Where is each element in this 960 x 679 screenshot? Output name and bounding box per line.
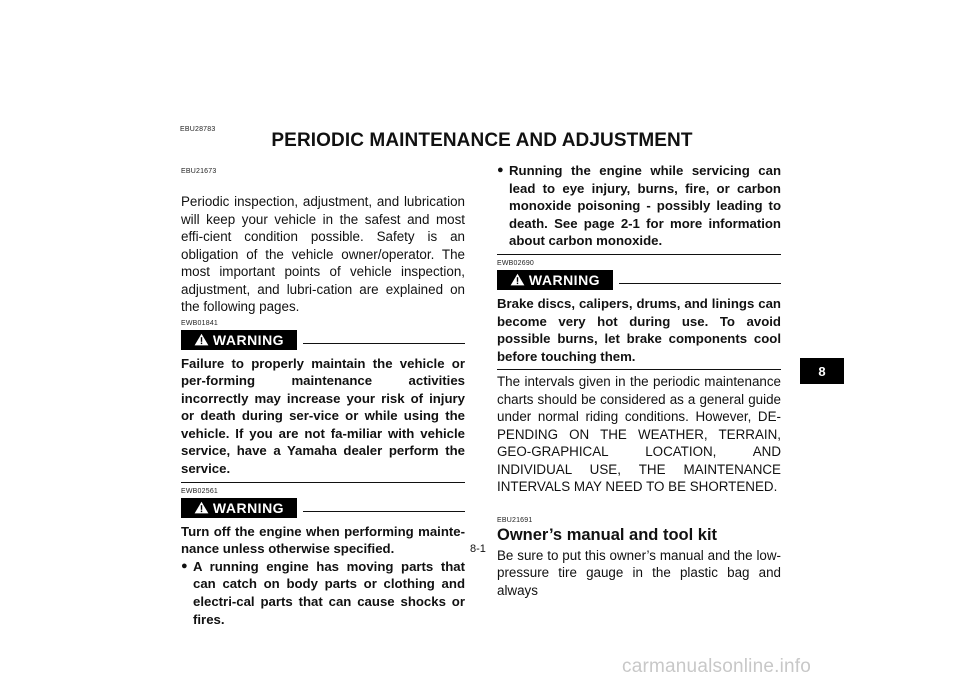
owner-manual-heading: Owner’s manual and tool kit xyxy=(497,525,718,544)
warning-badge xyxy=(497,270,613,290)
warning-badge xyxy=(181,498,297,518)
intro-code: EBU21673 xyxy=(181,168,217,175)
warning-triangle-icon xyxy=(510,273,525,286)
warning-label: WARNING xyxy=(528,271,601,288)
owner-code: EBU21691 xyxy=(497,516,533,524)
warning2-header xyxy=(181,497,465,519)
warning-rule xyxy=(303,343,465,344)
warning-rule xyxy=(619,283,781,284)
bullet-item xyxy=(181,558,465,628)
warning2-code: EWB02561 xyxy=(181,487,219,495)
page-title: PERIODIC MAINTENANCE AND ADJUSTMENT xyxy=(271,130,693,151)
page-number: 8-1 xyxy=(470,543,486,555)
warning-triangle-icon xyxy=(194,501,209,514)
warning-badge xyxy=(181,330,297,350)
bullet-text: A running engine has moving parts that can catch on body parts or clothing and electri-cal parts that can cause shocks or fires. xyxy=(193,558,465,627)
warning3-text: Brake discs, calipers, drums, and linings can become very hot during use. To avoid possible burns, let brake components cool before touching them. xyxy=(497,295,781,364)
bullet-end-rule xyxy=(497,254,781,255)
section-code: EBU28783 xyxy=(180,126,216,133)
warning1-end-rule xyxy=(181,482,465,483)
warning3-header xyxy=(497,269,781,291)
warning2-text: Turn off the engine when performing mainte-nance unless otherwise specified. xyxy=(181,523,465,557)
warning-label: WARNING xyxy=(212,331,285,348)
warning-label: WARNING xyxy=(212,499,285,516)
warning1-header xyxy=(181,329,465,351)
warning-rule xyxy=(303,511,465,512)
watermark: carmanualsonline.info xyxy=(622,656,812,677)
owner-manual-paragraph: Be sure to put this owner’s manual and the low-pressure tire gauge in the plastic bag and always xyxy=(497,547,781,598)
warning3-end-rule xyxy=(497,369,781,370)
bullet-text: Running the engine while servicing can lead to eye injury, burns, fire, or carbon monoxide poisoning - possibly leading to death. See page 2-1 for more information about carbon monoxide. xyxy=(509,163,781,249)
bullet-dot: ● xyxy=(497,164,504,176)
bullet-item xyxy=(497,162,781,250)
warning1-code: EWB01841 xyxy=(181,319,219,327)
chapter-tab: 8 xyxy=(800,358,844,384)
warning1-text: Failure to properly maintain the vehicle or per-forming maintenance activities incorrectly may increase your risk of injury or death during ser-vice or while using the vehicle. If you are not fa-miliar with vehicle service, have a Yamaha dealer perform the service. xyxy=(181,355,465,477)
intro-paragraph: Periodic inspection, adjustment, and lubrication will keep your vehicle in the safest and most effi-cient condition possible. Safety is an obligation of the vehicle owner/operator. The most important points of vehicle inspection, adjustment, and lubri-cation are explained on the following pages. xyxy=(181,194,465,314)
intervals-paragraph: The intervals given in the periodic maintenance charts should be considered as a general guide under normal riding conditions. However, DE-PENDING ON THE WEATHER, TERRAIN, GEO-GRAPHICAL LOCATION, AND INDIVIDUAL USE, THE MAINTENANCE INTERVALS MAY NEED TO BE SHORTENED. xyxy=(497,374,781,495)
warning3-code: EWB02690 xyxy=(497,259,535,267)
right-column xyxy=(497,162,781,599)
warning-triangle-icon xyxy=(194,333,209,346)
left-column xyxy=(181,168,465,628)
bullet-dot: ● xyxy=(181,559,188,572)
